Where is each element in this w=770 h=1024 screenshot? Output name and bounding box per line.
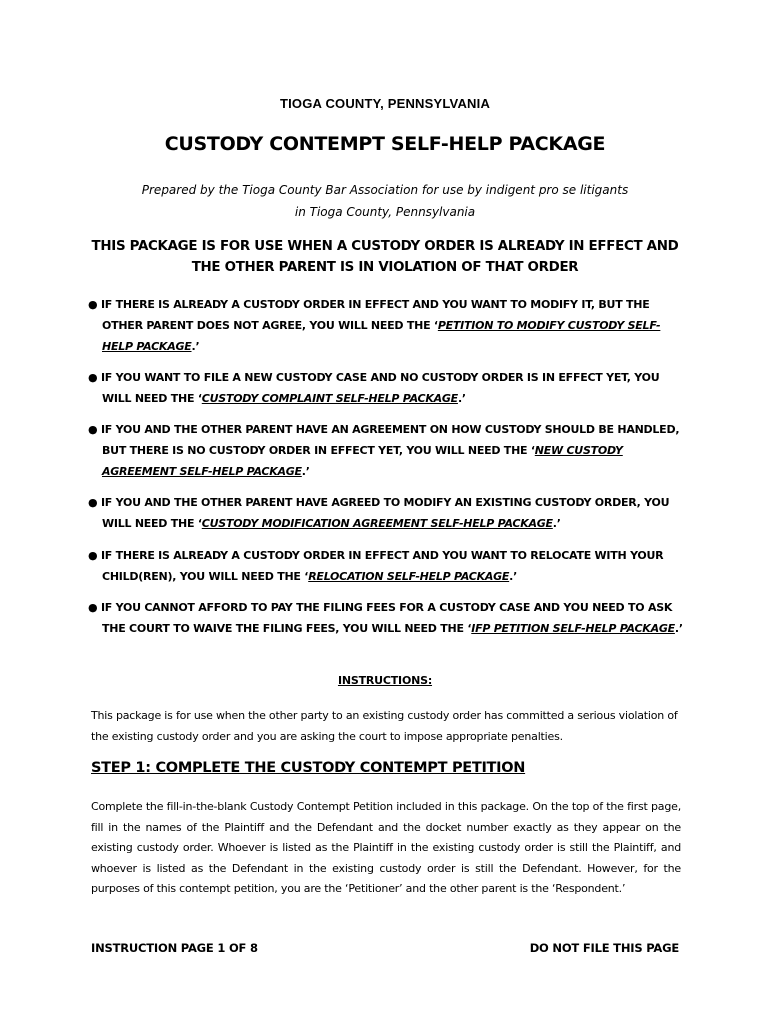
- bullet-end: .’: [674, 622, 683, 635]
- bullet-icon: ●: [88, 423, 98, 436]
- bullet-item-relocation: [88, 545, 683, 587]
- bullet-end: .’: [301, 465, 310, 478]
- county-heading: TIOGA COUNTY, PENNSYLVANIA: [279, 96, 491, 111]
- package-link[interactable]: NEW CUSTODY AGREEMENT SELF-HELP PACKAGE: [102, 444, 623, 478]
- step-1-body: Complete the fill-in-the-blank Custody Contempt Petition included in this package. On the top of the first page, fill in the names of the Plaintiff and the Defendant and the docket number exactly as they appear on the existing custody order. Whoever is listed as the Plaintiff in the existing custody order is still the Plaintiff, and whoever is listed as the Defendant in the existing custody order is still the Defendant. However, for the purposes of this contempt petition, you are the ‘Petitioner’ and the other parent is the ‘Respondent.’: [91, 800, 681, 895]
- bullet-end: .’: [191, 340, 200, 353]
- page-number-footer: INSTRUCTION PAGE 1 OF 8: [91, 941, 258, 955]
- bullet-text: IF THERE IS ALREADY A CUSTODY ORDER IN EFFECT AND YOU WANT TO MODIFY IT, BUT THE OTHER PARENT DOES NOT AGREE, YOU WILL NEED THE ‘: [100, 298, 650, 332]
- bullet-text: IF THERE IS ALREADY A CUSTODY ORDER IN EFFECT AND YOU WANT TO RELOCATE WITH YOUR CHILD(REN), YOU WILL NEED THE ‘: [100, 549, 664, 583]
- prepared-by-line-2: in Tioga County, Pennsylvania: [294, 205, 476, 219]
- bullet-end: .’: [552, 517, 561, 530]
- bullet-item-ifp: [88, 597, 683, 639]
- usage-banner-line-2: THE OTHER PARENT IS IN VIOLATION OF THAT ORDER: [191, 260, 579, 275]
- prepared-by-line-1: Prepared by the Tioga County Bar Association for use by indigent pro se litigants: [141, 183, 629, 197]
- bullet-icon: ●: [88, 496, 98, 509]
- bullet-icon: ●: [88, 601, 98, 614]
- bullet-item-agreement: [88, 419, 683, 482]
- bullet-text: IF YOU AND THE OTHER PARENT HAVE AGREED TO MODIFY AN EXISTING CUSTODY ORDER, YOU WILL NEED THE ‘: [100, 496, 670, 530]
- package-link[interactable]: IFP PETITION SELF-HELP PACKAGE: [471, 622, 675, 635]
- package-link[interactable]: PETITION TO MODIFY CUSTODY SELF-HELP PACKAGE: [102, 319, 661, 353]
- prepared-by-note: [0, 179, 770, 223]
- bullet-icon: ●: [88, 298, 98, 311]
- do-not-file-footer: DO NOT FILE THIS PAGE: [529, 941, 679, 955]
- page-title: CUSTODY CONTEMPT SELF-HELP PACKAGE: [164, 133, 606, 155]
- bullet-text: IF YOU AND THE OTHER PARENT HAVE AN AGREEMENT ON HOW CUSTODY SHOULD BE HANDLED, BUT THERE IS NO CUSTODY ORDER IN EFFECT YET, YOU WILL NEED THE ‘: [100, 423, 680, 457]
- bullet-item-modify: [88, 294, 683, 357]
- step-1-heading: STEP 1: COMPLETE THE CUSTODY CONTEMPT PETITION: [91, 760, 526, 776]
- usage-banner: [60, 236, 710, 278]
- usage-banner-line-1: THIS PACKAGE IS FOR USE WHEN A CUSTODY ORDER IS ALREADY IN EFFECT AND: [91, 239, 679, 254]
- bullet-text: IF YOU CANNOT AFFORD TO PAY THE FILING FEES FOR A CUSTODY CASE AND YOU NEED TO ASK THE COURT TO WAIVE THE FILING FEES, YOU WILL NEED THE ‘: [100, 601, 673, 635]
- instructions-heading: INSTRUCTIONS:: [337, 674, 433, 687]
- package-link[interactable]: CUSTODY COMPLAINT SELF-HELP PACKAGE: [201, 392, 458, 405]
- bullet-icon: ●: [88, 549, 98, 562]
- package-link[interactable]: CUSTODY MODIFICATION AGREEMENT SELF-HELP PACKAGE: [201, 517, 553, 530]
- package-link[interactable]: RELOCATION SELF-HELP PACKAGE: [308, 570, 510, 583]
- instructions-intro: This package is for use when the other party to an existing custody order has committed a serious violation of the existing custody order and you are asking the court to impose appropriate penalties.: [91, 709, 678, 743]
- bullet-icon: ●: [88, 371, 98, 384]
- bullet-end: .’: [457, 392, 466, 405]
- bullet-item-complaint: [88, 367, 683, 409]
- bullet-item-modification: [88, 492, 683, 534]
- bullet-text: IF YOU WANT TO FILE A NEW CUSTODY CASE AND NO CUSTODY ORDER IS IN EFFECT YET, YOU WILL NEED THE ‘: [100, 371, 660, 405]
- bullet-end: .’: [509, 570, 518, 583]
